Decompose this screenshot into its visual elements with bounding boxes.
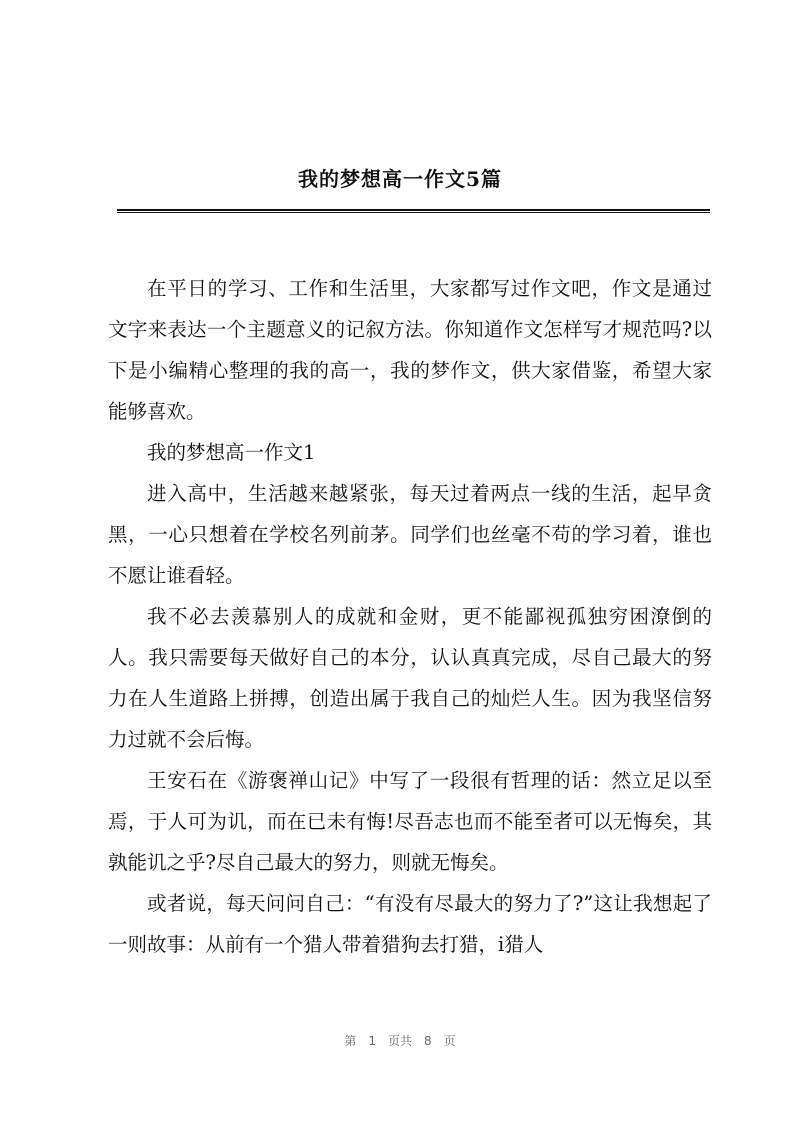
footer-total-pages: 8 — [424, 1034, 432, 1048]
paragraph: 我不必去羡慕别人的成就和金财，更不能鄙视孤独穷困潦倒的人。我只需要每天做好自己的本分，认认真真完成，尽自己最大的努力在人生道路上拼搏，创造出属于我自己的灿烂人生。因为我坚信努力过就不会后悔。 — [108, 605, 712, 751]
footer-prefix: 第 — [344, 1034, 357, 1048]
paragraph: 进入高中，生活越来越紧张，每天过着两点一线的生活，起早贪黑，一心只想着在学校名列前茅。同学们也丝毫不苟的学习着，谁也不愿让谁看轻。 — [108, 482, 712, 587]
paragraph-intro: 在平日的学习、工作和生活里，大家都写过作文吧，作文是通过文字来表达一个主题意义的记叙方法。你知道作文怎样写才规范吗?以下是小编精心整理的我的高一，我的梦作文，供大家借鉴，希望大家能够喜欢。 — [108, 277, 712, 423]
footer-current-page: 1 — [368, 1034, 376, 1048]
section-heading: 我的梦想高一作文1 — [147, 441, 316, 464]
document-title: 我的梦想高一作文5篇 — [298, 167, 502, 191]
title-divider — [117, 209, 710, 213]
paragraph: 或者说，每天问问自己：“有没有尽最大的努力了?”这让我想起了一则故事：从前有一个猎人带着猎狗去打猎，i猎人 — [108, 892, 712, 956]
footer-suffix: 页 — [443, 1034, 456, 1048]
footer-middle: 页共 — [387, 1034, 412, 1048]
page-footer — [0, 1032, 800, 1049]
paragraph: 王安石在《游褒禅山记》中写了一段很有哲理的话：然立足以至焉，于人可为讥，而在已未有悔!尽吾志也而不能至者可以无悔矣，其孰能讥之乎?尽自己最大的努力，则就无悔矣。 — [108, 769, 712, 874]
document-body — [108, 268, 712, 965]
